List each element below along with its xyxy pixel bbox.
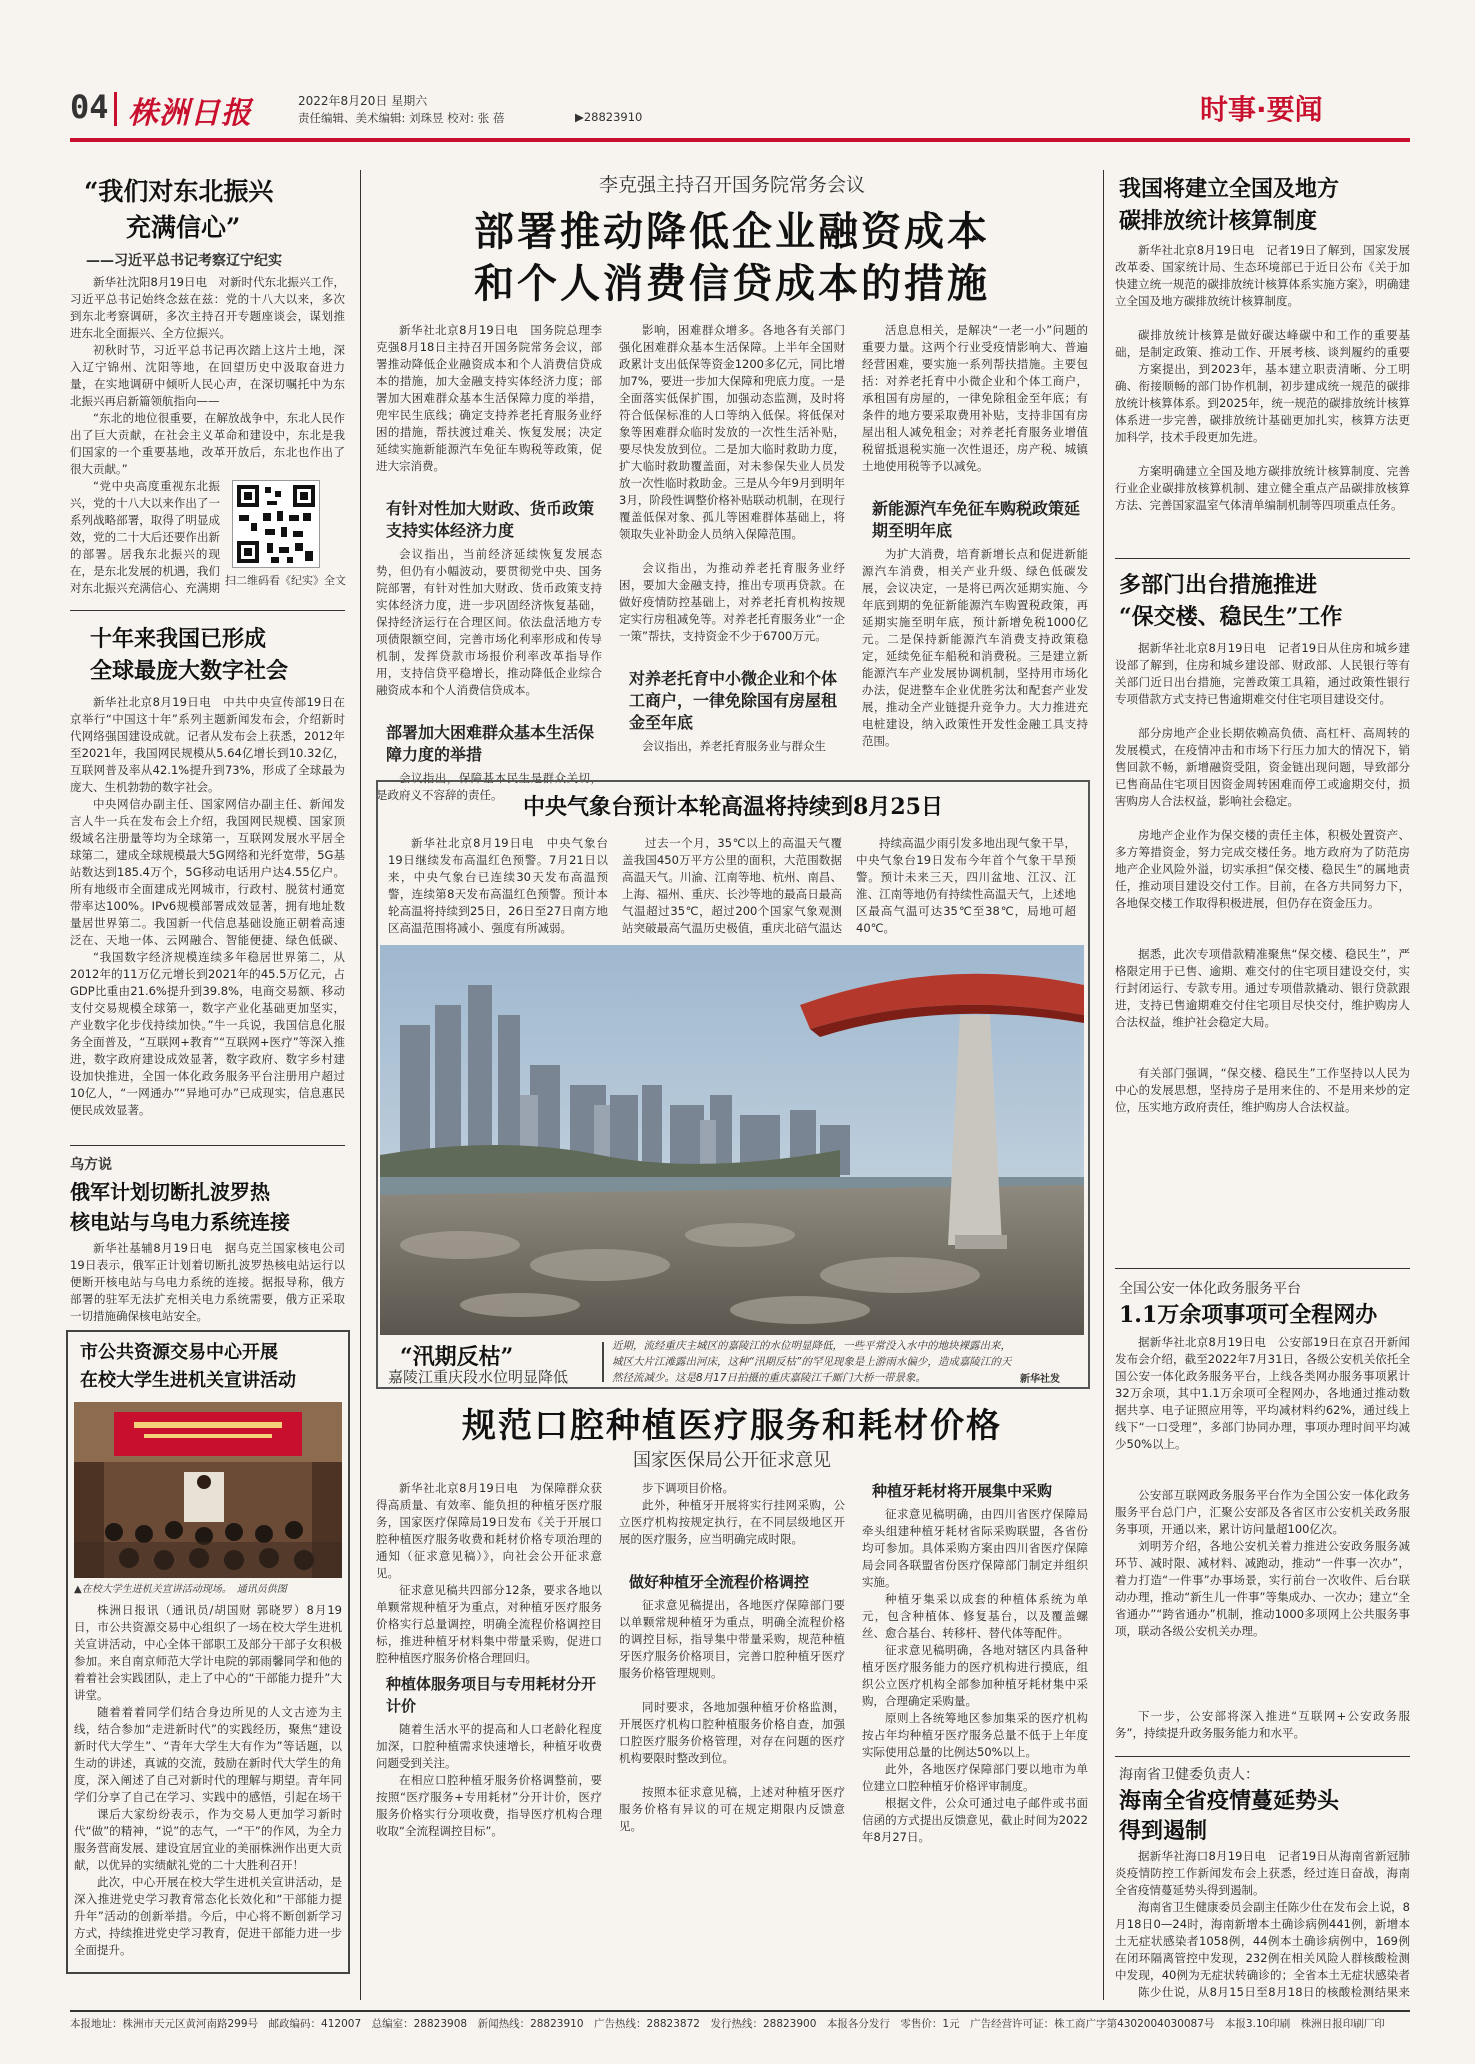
weather-headline: 中央气象台预计本轮高温将持续到8月25日 [523, 794, 943, 820]
paragraph: 过去一个月，35℃以上的高温天气覆盖我国450万平方公里的面积，大范围数据高温天气。川渝、江南等地、杭州、南昌、上海、福州、重庆、长沙等地的最高日最高气温超过35℃，超过200个国家气象观测站突破最高气温历史极值，重庆北碚气温达 [622, 836, 842, 935]
photo-caption: ▲在校大学生进机关宣讲活动现场。 通讯员供图 [74, 1584, 287, 1595]
paragraph: 碳排放统计核算是做好碳达峰碳中和工作的重要基础，是制定政策、推动工作、开展考核、谈判履约的重要 [1115, 328, 1410, 359]
paragraph: 新华社北京8月19日电 记者19日了解到，国家发展改革委、国家统计局、生态环境部已于近日公布《关于加快建立统一规范的碳排放统计核算体系实施方案》，明确建立全国及地方碳排放统计核算制度。 [1115, 243, 1410, 308]
section-subhead: 部署加大困难群众基本生活保障力度的举措 [386, 723, 595, 764]
paragraph: 据新华社海口8月19日电 记者19日从海南省新冠肺炎疫情防控工作新闻发布会上获悉，经过连日奋战，海南全省疫情蔓延势头得到遏制。 [1115, 1849, 1410, 1897]
paragraph: 刘明芳介绍，各地公安机关着力推进公安政务服务减环节、减时限、减材料、减跑动，推动“一件事一次办”，着力打造“一件事”办事场景，实行前台一次收件、后台联动办理，推动“新生儿一件事”等集成办、一次办；建立“全省通办”“跨省通办”机制，推动1000多项网上公共服务事项，联动各级公安机关办理。 [1115, 1539, 1410, 1638]
footer-info: 本报地址：株洲市天元区黄河南路299号 邮政编码：412007 总编室：28823908 新闻热线：28823910 广告热线：28823872 发行热线：28823900 本报各分发行 零售价：1元 广告经营许可证：株工商广字第4302004030087号 本报3.10印刷 株洲日报印刷厂印 [70, 2018, 1385, 2030]
paragraph: 会议指出，保障基本民生是群众关切，是政府义不容辞的责任。 [376, 771, 602, 802]
paper-logo: 株洲日报 [128, 96, 252, 131]
paragraph: 原则上各统筹地区参加集采的医疗机构按占年均种植牙医疗服务总量不低于上年度实际使用总量的比例达50%以上。 [862, 1711, 1088, 1759]
paragraph: 种植牙集采以成套的种植体系统为单元，包含种植体、修复基台，以及覆盖螺丝、愈合基台、转移杆、替代体等配件。 [862, 1592, 1088, 1640]
paragraph: 房地产企业作为保交楼的责任主体，积极处置资产、多方筹措资金，努力完成交楼任务。地方政府为了防范房地产企业风险外溢，切实承担“保交楼、稳民生”的属地责任，推动项目建设交付工作。目前，在各方共同努力下，各地保交楼工作取得积极进展，但仍存在资金压力。 [1115, 828, 1410, 910]
paragraph: 新华社北京8月19日电 为保障群众获得高质量、有效率、能负担的种植牙医疗服务，国家医疗保障局19日发布《关于开展口腔种植医疗服务收费和耗材价格专项治理的通知（征求意见稿）》，向社会公开征求意见。 [376, 1481, 602, 1580]
article-ukraine [70, 1154, 345, 1323]
paragraph: 株洲日报讯（通讯员/胡国财 郭晓罗）8月19日，市公共资源交易中心组织了一场在校大学生进机关宣讲活动，中心全体干部职工及部分干部子女积极参加。来自南京师范大学计电院的郭雨馨同学和他的着着社会实践团队，走上了中心的“干部能力提升”大讲堂。 [74, 1603, 342, 1702]
event-photo [74, 1402, 342, 1578]
column-divider [360, 170, 361, 2000]
jialing-river-photo [380, 945, 1084, 1335]
paragraph: 初秋时节，习近平总书记再次踏上这片土地，深入辽宁锦州、沈阳等地，在回望历史中汲取奋进力量，在实地调研中倾听人民心声，在深切嘱托中为东北振兴再启新篇领航指向—— [70, 343, 345, 408]
article-police [1115, 1278, 1410, 1740]
lead-headline: 和个人消费信贷成本的措施 [474, 260, 990, 307]
paragraph: 影响，困难群众增多。各地各有关部门强化困难群众基本生活保障。上半年全国财政累计支出低保等资金1200多亿元，同比增加7%，要进一步加大保障和兜底力度。一是全面落实低保扩围，加强动态监测，及时将符合低保标准的人口等纳入低保。将低保对象等困难群众临时发放的一次性生活补贴，要尽快发放到位。二是加大临时救助力度，扩大临时救助覆盖面，对未参保失业人员发放一次性临时救助金。三是从今年9月到明年3月，阶段性调整价格补贴联动机制，在现行覆盖低保对象、孤儿等困难群体基础上，将领取失业补助金人员纳入保障范围。 [619, 323, 845, 541]
photo-caption-sub: 嘉陵江重庆段水位明显降低 [388, 1368, 569, 1386]
paragraph: “东北的地位很重要，在解放战争中，东北人民作出了巨大贡献，在社会主义革命和建设中，东北是我们国家的一个重要基地，改革开放后，东北也作出了很大贡献。” [70, 411, 345, 476]
masthead [70, 84, 1410, 144]
photo-credit: 新华社发 [1020, 1374, 1060, 1385]
headline: 市公共资源交易中心开展 [80, 1342, 278, 1363]
text-column [619, 1480, 845, 1835]
paragraph: 课后大家纷纷表示，作为交易人更加学习新时代“做”的精神，“说”的志气，一“干”的作风，为全力服务营商发展、建设宜居宜业的美丽株洲作出更大贡献，以优异的实绩献礼党的二十大胜利召开！ [74, 1807, 342, 1872]
section-title: 时事·要闻 [1200, 93, 1323, 126]
hotline: ▶28823910 [575, 110, 643, 124]
headline: 1.1万余项事项可全程网办 [1119, 1302, 1378, 1328]
article-hainan [1115, 1764, 1410, 2000]
paragraph: “我国数字经济规模连续多年稳居世界第二，从2012年的11万亿元增长到2021年的45.5万亿元，占GDP比重由21.6%提升到39.8%，电商交易额、移动支付交易规模全球第一，数字产业化基础更加坚实，产业数字化步伐持续加快。”牛一兵说，我国信息化服务全面普及，“互联网+教育”“互联网+医疗”等深入推进，数字政府建设成效显著，数字政府、数字乡村建设加快推进，全国一体化政务服务平台注册用户超过10亿人，“一网通办”“异地可办”已成现实，信息惠民便民成效显著。 [70, 950, 345, 1117]
divider [70, 610, 345, 611]
headline: 得到遏制 [1119, 1818, 1208, 1844]
paragraph: 部分房地产企业长期依赖高负债、高杠杆、高周转的发展模式，在疫情冲击和市场下行压力加大的情况下，销售回款不畅，新增融资受阻，资金链出现问题，导致部分已售商品住宅项目因资金周转困难而停工或逾期交付，损害购房人合法权益，影响社会稳定。 [1115, 726, 1410, 808]
text-column [376, 1480, 602, 1874]
article-digital-society [70, 622, 345, 1117]
headline: 规范口腔种植医疗服务和耗材价格 [462, 1406, 1002, 1446]
paragraph: 活息息相关，是解决“一老一小”问题的重要力量。这两个行业受疫情影响大、普遍经营困难，要实施一系列帮扶措施。主要包括：对养老托育中小微企业和个体工商户，承租国有房屋的，一律免除租金至年底；有条件的地方要采取费用补贴，支持非国有房屋出租人减免租金；对养老托育服务业增值税留抵退税实施一次性退还，房产税、城镇土地使用税等予以减免。 [862, 323, 1088, 473]
photo-caption-text: 近期，流经重庆主城区的嘉陵江的水位明显降低，一些平常没入水中的地块裸露出来，城区大片江滩露出河床，这种“汛期反枯”的罕见现象是上游雨水偏少，造成嘉陵江的天然径流减少。这是8月17日拍摄的重庆嘉陵江千厮门大桥一带景象。 [612, 1340, 1012, 1384]
qr-code[interactable] [232, 480, 320, 568]
editor-credits: 责任编辑、美术编辑: 刘珠昱 校对: 张 蓓 [298, 111, 505, 125]
paragraph: 新华社北京8月19日电 国务院总理李克强8月18日主持召开国务院常务会议，部署推动降低企业融资成本和个人消费信贷成本的措施，加大金融支持实体经济力度；部署加大困难群众基本生活保障力度的举措，兜牢民生底线；确定支持养老托育服务业纾困的措施，帮扶渡过难关、恢复发展；决定延续实施新能源汽车免征车购税等政策，促进大宗消费。 [376, 323, 602, 473]
paragraph: 会议指出，为推动养老托育服务业纾困，要加大金融支持，推出专项再贷款。在做好疫情防控基础上，对养老托育机构按规定实行房租减免等。对养老托育服务业“一企一策”帮扶，支持资金不少于6700万元。 [619, 561, 845, 643]
headline: 海南全省疫情蔓延势头 [1119, 1788, 1340, 1814]
column-divider [1103, 170, 1104, 2000]
paragraph: 此次，中心开展在校大学生进机关宣讲活动，是深入推进党史学习教育常态化长效化和“干部能力提升年”活动的创新举措。今后，中心将不断创新学习方式，持续推进党史学习教育，促进干部能力进一步全面提升。 [74, 1875, 342, 1957]
section-subhead: 种植牙耗材将开展集中采购 [872, 1482, 1053, 1500]
headline: 在校大学生进机关宣讲活动 [80, 1370, 296, 1391]
section-subhead: 有针对性加大财政、货币政策支持实体经济力度 [386, 499, 595, 540]
headline: 全球最庞大数字社会 [90, 658, 289, 684]
footer-rule [70, 2010, 1410, 2012]
paragraph: 会议指出，养老托育服务业与群众生 [642, 739, 826, 753]
text-column [619, 322, 845, 755]
lead-article [376, 170, 1088, 802]
paragraph: 此外，种植牙开展将实行挂网采购，公立医疗机构按规定执行，在不同层级地区开展的医疗服务，应当明确完成时限。 [619, 1498, 845, 1546]
paragraph: 征求意见稿提出，各地医疗保障部门要以单颗常规种植牙为重点，明确全流程价格的调控目标，指导集中带量采购，规范种植牙医疗服务价格项目，完善口腔种植牙医疗服务价格管理规则。 [619, 1598, 845, 1680]
article-housing [1115, 568, 1410, 1268]
headline: 我国将建立全国及地方 [1119, 176, 1340, 202]
headline: 碳排放统计核算制度 [1119, 208, 1318, 234]
paragraph: 按照本征求意见稿，上述对种植牙医疗服务价格有异议的可在规定期限内反馈意见。 [619, 1785, 845, 1833]
paragraph: “党中央高度重视东北振兴，党的十八大以来作出了一系列战略部署，取得了明显成效，党的二十大后还要作出新的部署。居我东北振兴的现在，是东北发展的机遇，我们对东北振兴充满信心、充满期 [70, 479, 220, 595]
kicker: 海南省卫健委负责人： [1119, 1767, 1259, 1783]
kicker: 全国公安一体化政务服务平台 [1119, 1281, 1301, 1297]
headline: 俄军计划切断扎波罗热 [70, 1180, 270, 1204]
photo-caption-title: “汛期反枯” [400, 1344, 514, 1370]
paragraph: 新华社北京8月19日电 中共中央宣传部19日在京举行“中国这十年”系列主题新闻发布会，介绍新时代网络强国建设成就。记者从发布会上获悉，2012年至2021年，我国网民规模从5.64亿增长到10.32亿，互联网普及率从42.1%提升到73%，形成了全球最为庞大、生机勃勃的数字社会。 [70, 695, 345, 794]
paragraph: 此外，各地医疗保障部门要以地市为单位建立口腔种植牙价格评审制度。 [862, 1762, 1088, 1793]
headline: 十年来我国已形成 [90, 626, 267, 652]
paragraph: 步下调项目价格。 [642, 1481, 734, 1495]
paragraph: 随着生活水平的提高和人口老龄化程度加深，口腔种植需求快速增长，种植牙收费问题受到关注。 [376, 1722, 602, 1770]
headline: 多部门出台措施推进 [1119, 572, 1318, 598]
paragraph: 新华社北京8月19日电 中央气象台19日继续发布高温红色预警。7月21日以来，中央气象台已连续30天发布高温预警，连续第8天发布高温红色预警。预计本轮高温将持续到25日，26日至27日南方地区高温范围将减小、强度有所减弱。 [388, 836, 608, 935]
article-dental [376, 1398, 1088, 1998]
paragraph: 中央网信办副主任、国家网信办副主任、新闻发言人牛一兵在发布会上介绍，我国网民规模、国家顶级域名注册量等均为全球第一，互联网发展水平居全球第二，建成全球规模最大5G网络和光纤宽带，5G基站数达到185.4万个，5G移动电话用户达4.55亿户。所有地级市全面建成光网城市，行政村、脱贫村通宽带率达100%。IPv6规模部署成效显著，拥有地址数量居世界第二。我国新一代信息基础设施正朝着高速泛在、天地一体、云网融合、智能便捷、绿色低碳、 [70, 797, 345, 947]
subheadline: ——习近平总书记考察辽宁纪实 [86, 253, 282, 269]
text-column [376, 322, 602, 804]
section-subhead: 对养老托育中小微企业和个体工商户，一律免除国有房屋租金至年底 [629, 669, 838, 732]
kicker: 乌方说 [70, 1157, 112, 1173]
divider [1115, 1756, 1410, 1757]
paragraph: 陈少仕说，从8月15日至8月18日的核酸检测结果来 [1138, 1985, 1410, 1999]
paragraph: 海南省卫生健康委员会副主任陈少仕在发布会上说，8月18日0—24时，海南新增本土确诊病例441例，新增本土无症状感染者1058例，44例本土确诊病例中，169例在闭环隔离管控中发现，232例在相关风险人群核酸检测中发现，40例为无症状转确诊的；全省本土无症状感染者 [1115, 1900, 1410, 1982]
paragraph: 据新华社北京8月19日电 记者19日从住房和城乡建设部了解到，住房和城乡建设部、财政部、人民银行等有关部门近日出台措施，完善政策工具箱，通过政策性银行专项借款方式支持已售逾期难交付住宅项目建设交付。 [1115, 641, 1410, 706]
article-carbon [1115, 170, 1410, 560]
text-column [862, 1480, 1088, 1846]
section-subhead: 新能源汽车免征车购税政策延期至明年底 [872, 499, 1081, 540]
subheadline: 国家医保局公开征求意见 [633, 1450, 831, 1471]
issue-date: 2022年8月20日 星期六 [298, 94, 428, 108]
paragraph: 下一步，公安部将深入推进“互联网+公安政务服务”，持续提升政务服务能力和水平。 [1115, 1709, 1410, 1740]
paragraph: 根据文件，公众可通过电子邮件或书面信函的方式提出反馈意见，截止时间为2022年8月27日。 [862, 1796, 1088, 1844]
paragraph: 征求意见稿共四部分12条，要求各地以单颗常规种植牙为重点，对种植牙医疗服务价格实行总量调控，明确全流程价格调控目标，推进种植牙材料集中带量采购，促进口腔种植医疗服务价格合理回归。 [376, 1583, 602, 1665]
paragraph: 随着着着同学们结合身边所见的人文古迹为主线，结合参加“走进新时代”的实践经历，聚焦“建设新时代大学生”、“青年大学生大有作为”等话题，以生动的讲述，真诚的交流，鼓励在新时代大学生的角度，深入阐述了自己对新时代的理解与期望。青年同学们分享了自己在学习、实践中的感悟，引起在场干 [74, 1705, 342, 1804]
caption-divider [602, 1342, 604, 1382]
paragraph: 在相应口腔种植牙服务价格调整前，要按照“医疗服务+专用耗材”分开计价，医疗服务价格实行分项收费，指导医疗机构合理收取“全流程调控目标”。 [376, 1773, 602, 1838]
paragraph: 征求意见稿明确，由四川省医疗保障局牵头组建种植牙耗材省际采购联盟，各省份均可参加。具体采购方案由四川省医疗保障局会同各联盟省份医疗保障部门制定并组织实施。 [862, 1507, 1088, 1589]
paragraph: 新华社基辅8月19日电 据乌克兰国家核电公司19日表示，俄军正计划着切断扎波罗热核电站运行以便断开核电站与乌电力系统的连接。据报导称，俄方部署的驻军无法扩充相关电力系统需要，俄方正采取一切措施确保核电站安全。 [70, 1241, 345, 1323]
divider [1115, 558, 1410, 559]
paragraph: 据悉，此次专项借款精准聚焦“保交楼、稳民生”，严格限定用于已售、逾期、难交付的住宅项目建设交付，实行封闭运行、专款专用。通过专项借款撬动、银行贷款跟进，支持已售逾期难交付住宅项目尽快交付，维护购房人合法权益，维护社会稳定大局。 [1115, 947, 1410, 1029]
headline: 充满信心” [126, 213, 241, 242]
paragraph: 公安部互联网政务服务平台作为全国公安一体化政务服务平台总门户，汇聚公安部及各省区市公安机关政务服务事项，开通以来，累计访问量超100亿次。 [1115, 1488, 1410, 1536]
headline: 核电站与乌电力系统连接 [70, 1210, 290, 1234]
qr-caption: 扫二维码看《纪实》全文 [225, 574, 346, 587]
paragraph: 持续高温少雨引发多地出现气象干旱，中央气象台19日发布今年首个气象干旱预警。预计未来三天，四川盆地、江汉、江淮、江南等地仍有持续性高温天气，上述地区最高气温可达35℃至38℃，局地可超40℃。 [856, 836, 1076, 935]
paragraph: 方案提出，到2023年，基本建立职责清晰、分工明确、衔接顺畅的部门协作机制，初步建成统一规范的碳排放统计核算体系。到2025年，统一规范的碳排放统计核算体系进一步完善，碳排放统计基础更加扎实，核算方法更加科学，技术手段更加先进。 [1115, 362, 1410, 444]
section-subhead: 种植体服务项目与专用耗材分开计价 [386, 1675, 597, 1715]
paragraph: 为扩大消费，培育新增长点和促进新能源汽车消费，相关产业升级、绿色低碳发展，会议决定，一是将已两次延期实施、今年底到期的免征新能源汽车购置税政策，再延期实施至明年底，预计新增免税1000亿元。二是保持新能源汽车消费支持政策稳定，延续免征车船税和消费税。三是建立新能源汽车产业发展协调机制，坚持用市场化办法，促进整车企业优胜劣汰和配套产业发展，推动全产业链提升竞争力。大力推进充电桩建设，纳入政策性开发性金融工具支持范围。 [862, 547, 1088, 748]
paragraph: 征求意见稿明确，各地对辖区内具备种植牙医疗服务能力的医疗机构进行摸底，组织公立医疗机构全部参加种植牙耗材集中采购，合理确定采购量。 [862, 1643, 1088, 1708]
divider [70, 1145, 345, 1146]
paragraph: 会议指出，当前经济延续恢复发展态势，但仍有小幅波动，要贯彻党中央、国务院部署，有针对性加大财政、货币政策支持实体经济力度，进一步巩固经济恢复基础，保持经济运行在合理区间。依法盘活地方专项债限额空间，完善市场化利率形成和传导机制，发挥贷款市场报价利率改革指导作用，支持信贷平稳增长，推动降低企业综合融资成本和个人消费信贷成本。 [376, 547, 602, 697]
masthead-divider [114, 92, 117, 126]
paragraph: 方案明确建立全国及地方碳排放统计核算制度、完善行业企业碳排放核算机制、建立健全重点产品碳排放核算方法、完善国家温室气体清单编制机制等四项重点任务。 [1115, 464, 1410, 512]
text-column [862, 322, 1088, 750]
headline: “保交楼、稳民生”工作 [1119, 604, 1343, 630]
divider [1115, 1268, 1410, 1269]
page-number: 04 [70, 88, 109, 126]
lead-headline: 部署推动降低企业融资成本 [474, 208, 990, 255]
paragraph: 新华社沈阳8月19日电 对新时代东北振兴工作，习近平总书记始终念兹在兹：党的十八大以来，多次到东北考察调研，多次主持召开专题座谈会，谋划推进东北全面振兴、全方位振兴。 [70, 275, 345, 340]
paragraph: 据新华社北京8月19日电 公安部19日在京召开新闻发布会介绍，截至2022年7月31日，各级公安机关依托全国公安一体化政务服务平台，上线各类网办服务事项累计32万余项，其中1.1万余项可全程网办，各地通过推动数据共享、电子证照应用等，平均减材料约62%，通过线上线下“一口受理”，多部门协同办理，事项办理时间平均减少50%以上。 [1115, 1335, 1410, 1451]
paragraph: 有关部门强调，“保交楼、稳民生”工作坚持以人民为中心的发展思想，坚持房子是用来住的、不是用来炒的定位，压实地方政府责任，维护购房人合法权益。 [1115, 1066, 1410, 1114]
article-northeast [70, 170, 345, 600]
masthead-rule [70, 138, 1410, 142]
headline: “我们对东北振兴 [84, 177, 274, 206]
kicker: 李克强主持召开国务院常务会议 [598, 174, 865, 196]
section-subhead: 做好种植牙全流程价格调控 [629, 1573, 810, 1591]
paragraph: 同时要求，各地加强种植牙价格监测，开展医疗机构口腔种植服务价格自查，加强口腔医疗服务价格管理，对存在问题的医疗机构要限时整改到位。 [619, 1700, 845, 1765]
